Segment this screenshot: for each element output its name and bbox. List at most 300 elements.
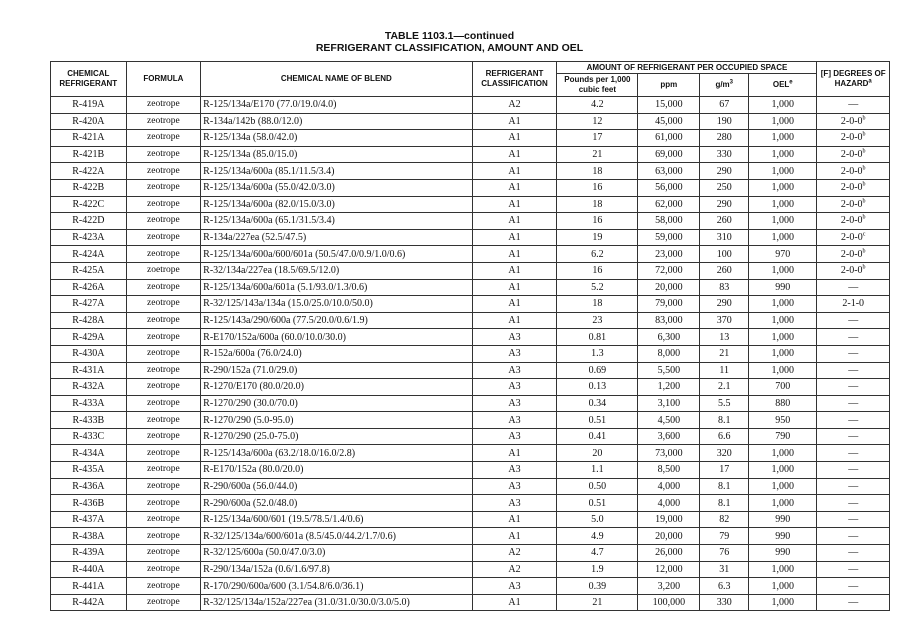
cell-classification: A1	[472, 213, 557, 230]
cell-oel: 1,000	[749, 229, 817, 246]
cell-gm3: 6.3	[700, 578, 749, 595]
table-row	[51, 462, 890, 479]
cell-pounds: 1.3	[557, 345, 638, 362]
table-row	[51, 146, 890, 163]
hazard-value: 2-0-0	[841, 232, 863, 244]
cell-pounds: 0.51	[557, 495, 638, 512]
cell-oel: 790	[749, 428, 817, 445]
cell-refrigerant: R-430A	[51, 345, 127, 362]
cell-refrigerant: R-425A	[51, 262, 127, 279]
table-row	[51, 296, 890, 313]
cell-classification: A3	[472, 578, 557, 595]
cell-classification: A3	[472, 362, 557, 379]
cell-pounds: 19	[557, 229, 638, 246]
cell-gm3: 330	[700, 146, 749, 163]
header-ppm: ppm	[638, 74, 700, 97]
cell-oel: 990	[749, 279, 817, 296]
table-row	[51, 528, 890, 545]
cell-refrigerant: R-419A	[51, 97, 127, 114]
cell-refrigerant: R-421B	[51, 146, 127, 163]
cell-pounds: 0.41	[557, 428, 638, 445]
cell-ppm: 58,000	[638, 213, 700, 230]
cell-pounds: 18	[557, 196, 638, 213]
cell-chemical-name: R-1270/290 (5.0-95.0)	[201, 412, 472, 429]
cell-pounds: 0.81	[557, 329, 638, 346]
cell-classification: A2	[472, 545, 557, 562]
cell-ppm: 19,000	[638, 511, 700, 528]
cell-chemical-name: R-125/134a/600a (82.0/15.0/3.0)	[201, 196, 472, 213]
cell-oel: 1,000	[749, 345, 817, 362]
cell-chemical-name: R-125/134a/600a/601a (5.1/93.0/1.3/0.6)	[201, 279, 472, 296]
cell-ppm: 63,000	[638, 163, 700, 180]
cell-formula: zeotrope	[126, 428, 201, 445]
cell-classification: A3	[472, 379, 557, 396]
cell-ppm: 26,000	[638, 545, 700, 562]
hazard-value: —	[848, 514, 859, 526]
cell-oel: 880	[749, 395, 817, 412]
table-row	[51, 445, 890, 462]
cell-gm3: 310	[700, 229, 749, 246]
cell-hazard	[817, 246, 890, 263]
cell-pounds: 21	[557, 594, 638, 611]
cell-hazard	[817, 213, 890, 230]
cell-classification: A1	[472, 196, 557, 213]
cell-pounds: 6.2	[557, 246, 638, 263]
cell-gm3: 67	[700, 97, 749, 114]
cell-ppm: 8,500	[638, 462, 700, 479]
cell-ppm: 79,000	[638, 296, 700, 313]
cell-formula: zeotrope	[126, 329, 201, 346]
cell-hazard	[817, 345, 890, 362]
cell-formula: zeotrope	[126, 511, 201, 528]
table-row	[51, 329, 890, 346]
cell-pounds: 21	[557, 146, 638, 163]
header-amount-group: AMOUNT OF REFRIGERANT PER OCCUPIED SPACE	[557, 62, 817, 74]
cell-chemical-name: R-125/134a/600a/600/601a (50.5/47.0/0.9/1.0/0.6)	[201, 246, 472, 263]
table-row	[51, 279, 890, 296]
cell-classification: A3	[472, 412, 557, 429]
cell-ppm: 45,000	[638, 113, 700, 130]
cell-oel: 1,000	[749, 329, 817, 346]
cell-ppm: 4,000	[638, 495, 700, 512]
cell-chemical-name: R-152a/600a (76.0/24.0)	[201, 345, 472, 362]
cell-classification: A1	[472, 594, 557, 611]
cell-refrigerant: R-422B	[51, 179, 127, 196]
cell-chemical-name: R-32/134a/227ea (18.5/69.5/12.0)	[201, 262, 472, 279]
cell-classification: A3	[472, 345, 557, 362]
cell-classification: A1	[472, 262, 557, 279]
cell-formula: zeotrope	[126, 229, 201, 246]
cell-formula: zeotrope	[126, 179, 201, 196]
cell-hazard	[817, 545, 890, 562]
cell-refrigerant: R-440A	[51, 561, 127, 578]
cell-pounds: 0.50	[557, 478, 638, 495]
cell-refrigerant: R-424A	[51, 246, 127, 263]
cell-refrigerant: R-432A	[51, 379, 127, 396]
cell-gm3: 82	[700, 511, 749, 528]
cell-chemical-name: R-125/134a (85.0/15.0)	[201, 146, 472, 163]
cell-formula: zeotrope	[126, 445, 201, 462]
header-chemical-refrigerant: CHEMICAL REFRIGERANT	[51, 62, 127, 97]
table-row	[51, 179, 890, 196]
cell-oel: 970	[749, 246, 817, 263]
cell-hazard	[817, 329, 890, 346]
hazard-value: —	[848, 431, 859, 443]
cell-chemical-name: R-290/600a (56.0/44.0)	[201, 478, 472, 495]
cell-hazard	[817, 163, 890, 180]
cell-ppm: 15,000	[638, 97, 700, 114]
cell-classification: A1	[472, 528, 557, 545]
hazard-footnote: b	[862, 132, 866, 139]
cell-oel: 1,000	[749, 362, 817, 379]
cell-refrigerant: R-420A	[51, 113, 127, 130]
header-formula: FORMULA	[126, 62, 201, 97]
cell-formula: zeotrope	[126, 213, 201, 230]
table-row	[51, 578, 890, 595]
cell-formula: zeotrope	[126, 528, 201, 545]
cell-gm3: 250	[700, 179, 749, 196]
cell-hazard	[817, 179, 890, 196]
header-hazard: [F] DEGREES OF HAZARD$^a$	[817, 62, 890, 97]
cell-oel: 1,000	[749, 578, 817, 595]
cell-classification: A1	[472, 246, 557, 263]
cell-gm3: 330	[700, 594, 749, 611]
table-row	[51, 262, 890, 279]
hazard-value: —	[848, 547, 859, 559]
hazard-value: —	[848, 480, 859, 492]
cell-chemical-name: R-170/290/600a/600 (3.1/54.8/6.0/36.1)	[201, 578, 472, 595]
cell-oel: 700	[749, 379, 817, 396]
table-row	[51, 130, 890, 147]
cell-hazard	[817, 130, 890, 147]
cell-hazard	[817, 445, 890, 462]
cell-hazard	[817, 578, 890, 595]
cell-chemical-name: R-32/125/143a/134a (15.0/25.0/10.0/50.0)	[201, 296, 472, 313]
cell-ppm: 4,000	[638, 478, 700, 495]
table-row	[51, 594, 890, 611]
cell-oel: 1,000	[749, 97, 817, 114]
table-row	[51, 478, 890, 495]
cell-refrigerant: R-434A	[51, 445, 127, 462]
hazard-value: —	[848, 563, 859, 575]
cell-oel: 1,000	[749, 312, 817, 329]
cell-gm3: 5.5	[700, 395, 749, 412]
cell-ppm: 62,000	[638, 196, 700, 213]
cell-formula: zeotrope	[126, 495, 201, 512]
cell-gm3: 76	[700, 545, 749, 562]
cell-gm3: 31	[700, 561, 749, 578]
cell-oel: 1,000	[749, 594, 817, 611]
cell-hazard	[817, 395, 890, 412]
hazard-value: 2-0-0	[840, 248, 863, 260]
cell-oel: 1,000	[749, 196, 817, 213]
table-row	[51, 246, 890, 263]
hazard-footnote: b	[862, 115, 866, 122]
hazard-value: 2-0-0	[840, 132, 863, 144]
cell-classification: A1	[472, 113, 557, 130]
cell-oel: 1,000	[749, 495, 817, 512]
cell-chemical-name: R-E170/152a (80.0/20.0)	[201, 462, 472, 479]
cell-chemical-name: R-32/125/134a/152a/227ea (31.0/31.0/30.0/3.0/5.0)	[201, 594, 472, 611]
table-row	[51, 213, 890, 230]
cell-chemical-name: R-E170/152a/600a (60.0/10.0/30.0)	[201, 329, 472, 346]
cell-formula: zeotrope	[126, 130, 201, 147]
cell-hazard	[817, 229, 890, 246]
cell-refrigerant: R-436A	[51, 478, 127, 495]
cell-chemical-name: R-125/134a (58.0/42.0)	[201, 130, 472, 147]
cell-pounds: 17	[557, 130, 638, 147]
cell-ppm: 1,200	[638, 379, 700, 396]
cell-ppm: 83,000	[638, 312, 700, 329]
cell-chemical-name: R-125/134a/600/601 (19.5/78.5/1.4/0.6)	[201, 511, 472, 528]
cell-formula: zeotrope	[126, 379, 201, 396]
table-row	[51, 362, 890, 379]
hazard-value: —	[848, 497, 859, 509]
cell-chemical-name: R-1270/290 (25.0-75.0)	[201, 428, 472, 445]
cell-hazard	[817, 511, 890, 528]
cell-gm3: 79	[700, 528, 749, 545]
cell-oel: 1,000	[749, 478, 817, 495]
cell-pounds: 4.7	[557, 545, 638, 562]
cell-oel: 990	[749, 528, 817, 545]
cell-refrigerant: R-438A	[51, 528, 127, 545]
cell-formula: zeotrope	[126, 146, 201, 163]
hazard-value: 2-0-0	[840, 149, 863, 161]
cell-pounds: 1.9	[557, 561, 638, 578]
cell-oel: 1,000	[749, 213, 817, 230]
table-row	[51, 545, 890, 562]
cell-pounds: 1.1	[557, 462, 638, 479]
cell-gm3: 290	[700, 196, 749, 213]
header-gm3: $g/m^3$	[700, 74, 749, 97]
cell-hazard	[817, 412, 890, 429]
cell-refrigerant: R-423A	[51, 229, 127, 246]
cell-oel: 1,000	[749, 262, 817, 279]
table-row	[51, 379, 890, 396]
cell-chemical-name: R-134a/227ea (52.5/47.5)	[201, 229, 472, 246]
cell-formula: zeotrope	[126, 113, 201, 130]
cell-refrigerant: R-422C	[51, 196, 127, 213]
cell-refrigerant: R-429A	[51, 329, 127, 346]
cell-ppm: 8,000	[638, 345, 700, 362]
cell-formula: zeotrope	[126, 395, 201, 412]
cell-oel: 950	[749, 412, 817, 429]
cell-gm3: 260	[700, 213, 749, 230]
cell-gm3: 8.1	[700, 412, 749, 429]
table-row	[51, 163, 890, 180]
cell-refrigerant: R-442A	[51, 594, 127, 611]
cell-ppm: 61,000	[638, 130, 700, 147]
hazard-value: 2-0-0	[840, 198, 863, 210]
cell-ppm: 4,500	[638, 412, 700, 429]
cell-gm3: 320	[700, 445, 749, 462]
cell-gm3: 100	[700, 246, 749, 263]
cell-chemical-name: R-134a/142b (88.0/12.0)	[201, 113, 472, 130]
cell-pounds: 16	[557, 179, 638, 196]
cell-classification: A1	[472, 296, 557, 313]
cell-pounds: 0.69	[557, 362, 638, 379]
cell-hazard	[817, 528, 890, 545]
hazard-footnote: b	[862, 198, 866, 205]
cell-oel: 1,000	[749, 561, 817, 578]
hazard-value: 2-0-0	[840, 182, 863, 194]
hazard-value: 2-0-0	[840, 215, 863, 227]
cell-formula: zeotrope	[126, 163, 201, 180]
cell-classification: A1	[472, 130, 557, 147]
hazard-footnote: b	[862, 264, 866, 271]
hazard-footnote: b	[862, 248, 866, 255]
cell-formula: zeotrope	[126, 561, 201, 578]
cell-refrigerant: R-435A	[51, 462, 127, 479]
cell-chemical-name: R-290/134a/152a (0.6/1.6/97.8)	[201, 561, 472, 578]
cell-refrigerant: R-437A	[51, 511, 127, 528]
cell-ppm: 20,000	[638, 279, 700, 296]
header-oel: OEL$^e$	[749, 74, 817, 97]
cell-hazard	[817, 312, 890, 329]
cell-pounds: 0.39	[557, 578, 638, 595]
header-pounds: Pounds per 1,000 cubic feet	[557, 74, 638, 97]
hazard-footnote: b	[862, 181, 866, 188]
hazard-value: 2-0-0	[840, 265, 863, 277]
hazard-value: —	[848, 99, 859, 111]
cell-gm3: 11	[700, 362, 749, 379]
cell-classification: A1	[472, 179, 557, 196]
cell-pounds: 5.0	[557, 511, 638, 528]
cell-chemical-name: R-125/134a/600a (55.0/42.0/3.0)	[201, 179, 472, 196]
cell-ppm: 23,000	[638, 246, 700, 263]
hazard-value: —	[848, 348, 859, 360]
cell-ppm: 12,000	[638, 561, 700, 578]
cell-oel: 1,000	[749, 146, 817, 163]
hazard-value: —	[848, 530, 859, 542]
cell-oel: 1,000	[749, 113, 817, 130]
cell-ppm: 3,200	[638, 578, 700, 595]
cell-hazard	[817, 379, 890, 396]
cell-formula: zeotrope	[126, 246, 201, 263]
cell-formula: zeotrope	[126, 412, 201, 429]
cell-ppm: 56,000	[638, 179, 700, 196]
table-row	[51, 229, 890, 246]
cell-classification: A1	[472, 511, 557, 528]
cell-formula: zeotrope	[126, 196, 201, 213]
cell-formula: zeotrope	[126, 362, 201, 379]
cell-classification: A1	[472, 312, 557, 329]
cell-chemical-name: R-1270/290 (30.0/70.0)	[201, 395, 472, 412]
cell-refrigerant: R-441A	[51, 578, 127, 595]
cell-chemical-name: R-32/125/134a/600/601a (8.5/45.0/44.2/1.7/0.6)	[201, 528, 472, 545]
hazard-value: 2-0-0	[840, 165, 863, 177]
cell-refrigerant: R-428A	[51, 312, 127, 329]
cell-gm3: 280	[700, 130, 749, 147]
hazard-footnote: b	[862, 148, 866, 155]
hazard-value: —	[848, 397, 859, 409]
cell-classification: A1	[472, 445, 557, 462]
cell-ppm: 73,000	[638, 445, 700, 462]
cell-hazard	[817, 462, 890, 479]
table-row	[51, 196, 890, 213]
cell-hazard	[817, 495, 890, 512]
cell-classification: A2	[472, 97, 557, 114]
hazard-value: —	[848, 281, 859, 293]
cell-formula: zeotrope	[126, 578, 201, 595]
cell-chemical-name: R-125/134a/E170 (77.0/19.0/4.0)	[201, 97, 472, 114]
cell-chemical-name: R-290/152a (71.0/29.0)	[201, 362, 472, 379]
hazard-value: —	[848, 414, 859, 426]
cell-chemical-name: R-125/134a/600a (65.1/31.5/3.4)	[201, 213, 472, 230]
cell-chemical-name: R-290/600a (52.0/48.0)	[201, 495, 472, 512]
cell-ppm: 3,100	[638, 395, 700, 412]
cell-hazard	[817, 428, 890, 445]
hazard-value: 2-1-0	[842, 298, 865, 310]
header-chemical-name: CHEMICAL NAME OF BLEND	[201, 62, 472, 97]
cell-oel: 1,000	[749, 296, 817, 313]
hazard-footnote: b	[862, 165, 866, 172]
hazard-value: —	[848, 331, 859, 343]
cell-formula: zeotrope	[126, 594, 201, 611]
cell-refrigerant: R-426A	[51, 279, 127, 296]
hazard-value: 2-0-0	[840, 115, 863, 127]
table-number: TABLE 1103.1—continued	[384, 30, 515, 42]
cell-oel: 1,000	[749, 130, 817, 147]
cell-gm3: 190	[700, 113, 749, 130]
hazard-value: —	[848, 315, 859, 327]
table-title	[0, 30, 899, 54]
cell-formula: zeotrope	[126, 545, 201, 562]
cell-hazard	[817, 362, 890, 379]
refrigerant-table	[50, 61, 890, 611]
cell-refrigerant: R-433B	[51, 412, 127, 429]
hazard-value: —	[848, 364, 859, 376]
cell-chemical-name: R-32/125/600a (50.0/47.0/3.0)	[201, 545, 472, 562]
cell-hazard	[817, 279, 890, 296]
table-row	[51, 312, 890, 329]
cell-gm3: 260	[700, 262, 749, 279]
cell-pounds: 12	[557, 113, 638, 130]
hazard-value: —	[848, 447, 859, 459]
table-row	[51, 511, 890, 528]
table-row	[51, 495, 890, 512]
cell-formula: zeotrope	[126, 345, 201, 362]
cell-formula: zeotrope	[126, 97, 201, 114]
hazard-value: —	[848, 381, 859, 393]
cell-oel: 1,000	[749, 179, 817, 196]
cell-gm3: 13	[700, 329, 749, 346]
cell-classification: A3	[472, 395, 557, 412]
cell-chemical-name: R-1270/E170 (80.0/20.0)	[201, 379, 472, 396]
cell-hazard	[817, 478, 890, 495]
cell-chemical-name: R-125/143a/290/600a (77.5/20.0/0.6/1.9)	[201, 312, 472, 329]
cell-pounds: 20	[557, 445, 638, 462]
table-row	[51, 345, 890, 362]
cell-refrigerant: R-427A	[51, 296, 127, 313]
hazard-footnote: c	[862, 231, 866, 238]
cell-oel: 990	[749, 511, 817, 528]
cell-ppm: 6,300	[638, 329, 700, 346]
cell-hazard	[817, 594, 890, 611]
cell-oel: 1,000	[749, 163, 817, 180]
cell-gm3: 6.6	[700, 428, 749, 445]
cell-pounds: 16	[557, 213, 638, 230]
cell-gm3: 290	[700, 163, 749, 180]
cell-pounds: 0.13	[557, 379, 638, 396]
hazard-value: —	[848, 580, 859, 592]
cell-hazard	[817, 561, 890, 578]
cell-classification: A1	[472, 279, 557, 296]
table-body	[51, 97, 890, 611]
cell-classification: A1	[472, 163, 557, 180]
cell-oel: 1,000	[749, 445, 817, 462]
cell-refrigerant: R-422A	[51, 163, 127, 180]
